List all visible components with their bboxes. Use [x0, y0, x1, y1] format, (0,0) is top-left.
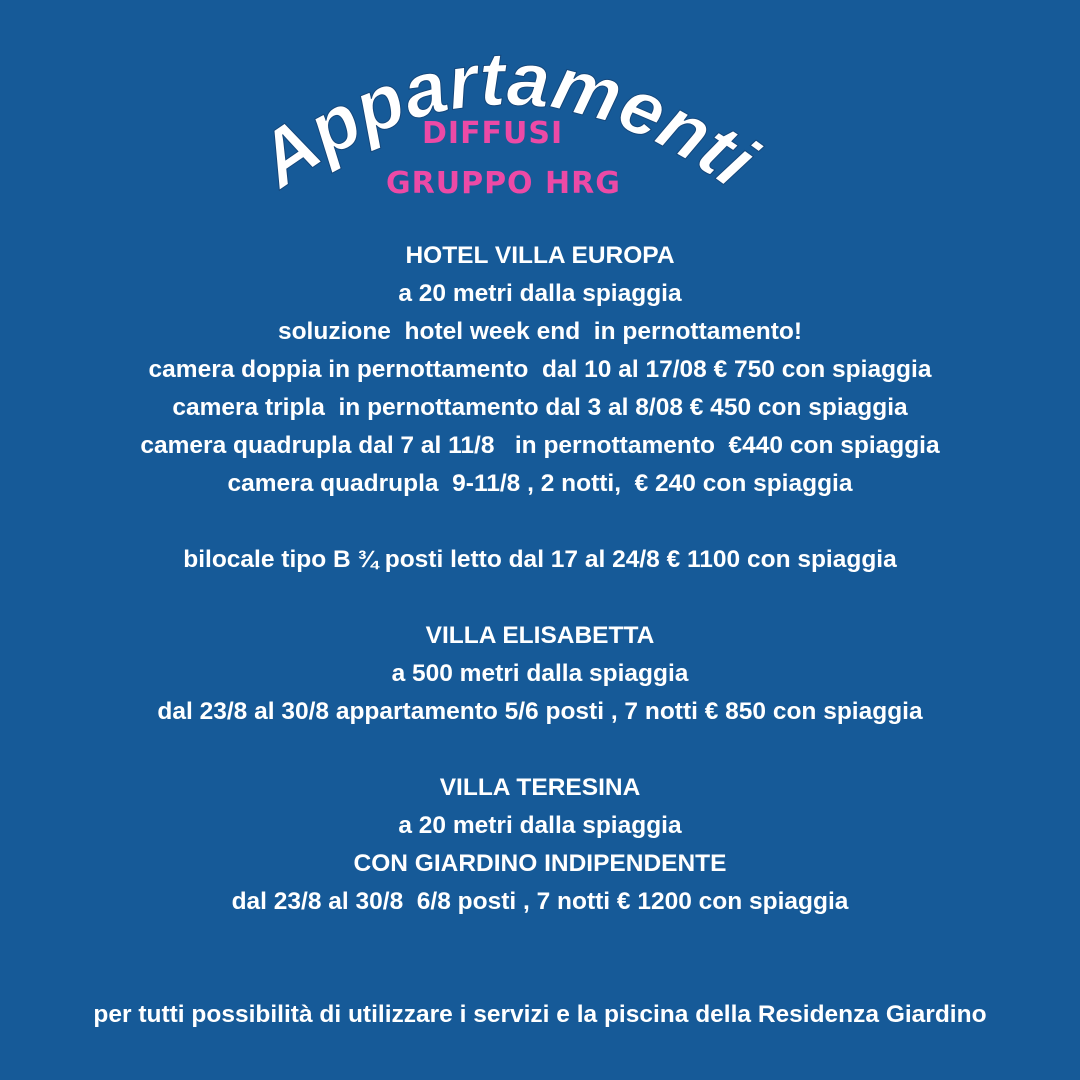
footer-note: per tutti possibilità di utilizzare i servizi e la piscina della Residenza Giardino	[93, 1001, 987, 1028]
villa-teresina-name: VILLA TERESINA	[439, 774, 641, 801]
villa-elisabetta-offer: dal 23/8 al 30/8 appartamento 5/6 posti , 7 notti € 850 con spiaggia	[157, 698, 923, 725]
spacer	[0, 503, 1080, 541]
spacer	[0, 731, 1080, 769]
villa-elisabetta-name: VILLA ELISABETTA	[425, 622, 655, 649]
room-offer: camera quadrupla dal 7 al 11/8 in pernottamento €440 con spiaggia	[140, 432, 940, 459]
room-offer: camera quadrupla 9-11/8 , 2 notti, € 240 con spiaggia	[227, 470, 853, 497]
brand-subtitle-gruppo: GRUPPO HRG	[386, 166, 621, 201]
villa-teresina-distance: a 20 metri dalla spiaggia	[398, 812, 682, 839]
room-offer: camera tripla in pernottamento dal 3 al 8/08 € 450 con spiaggia	[172, 394, 908, 421]
brand-title: Appartamenti	[242, 36, 772, 204]
brand-subtitle-diffusi: DIFFUSI	[422, 116, 564, 151]
room-offer: camera doppia in pernottamento dal 10 al 17/08 € 750 con spiaggia	[148, 356, 932, 383]
hotel-villa-europa-offer: soluzione hotel week end in pernottamento!	[277, 318, 803, 345]
hotel-villa-europa-name: HOTEL VILLA EUROPA	[405, 242, 675, 269]
spacer	[0, 579, 1080, 617]
villa-teresina-feature: CON GIARDINO INDIPENDENTE	[353, 850, 727, 877]
villa-elisabetta-distance: a 500 metri dalla spiaggia	[391, 660, 689, 687]
bilocale-offer: bilocale tipo B ¾ posti letto dal 17 al 24/8 € 1100 con spiaggia	[183, 546, 897, 573]
villa-teresina-offer: dal 23/8 al 30/8 6/8 posti , 7 notti € 1200 con spiaggia	[231, 888, 849, 915]
hotel-villa-europa-distance: a 20 metri dalla spiaggia	[398, 280, 682, 307]
offers	[0, 237, 1080, 921]
